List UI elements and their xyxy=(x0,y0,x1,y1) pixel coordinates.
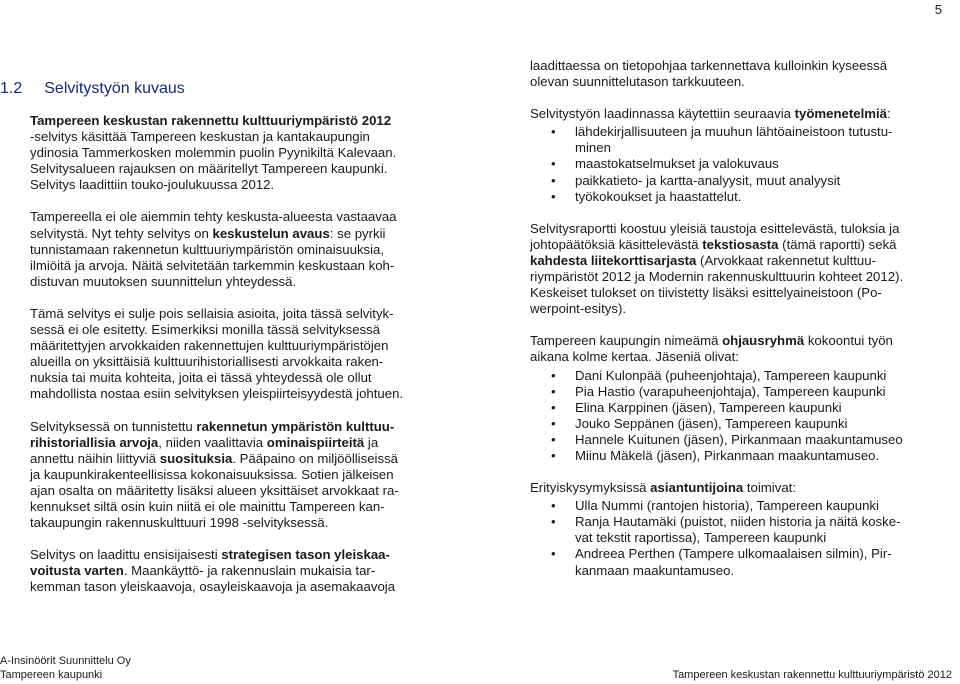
text: (tämä raportti) sekä xyxy=(778,236,897,252)
list-item: • Jouko Seppänen (jäsen), Tampereen kaupunki xyxy=(575,416,930,432)
paragraph-4 xyxy=(30,419,441,532)
list-item: • Andreea Perthen (Tampere ulkomaalaisen silmin), Pir- kanmaan maakuntamuseo. xyxy=(575,546,930,578)
text: . Maankäyttö- ja rakennuslain mukaisia tar- xyxy=(123,563,376,579)
text: (Arvokkaat rakennetut kulttuu- xyxy=(696,252,876,268)
paragraph-5 xyxy=(30,547,441,595)
list-item: • Hannele Kuitunen (jäsen), Pirkanmaan maakuntamuseo xyxy=(575,432,930,448)
bold-phrase: ominaispiirteitä xyxy=(266,434,365,450)
bold-phrase: rakennetun ympäristön kulttuu- xyxy=(196,418,395,434)
line: sessä ei ole esitetty. Esimerkiksi monilla tässä selvityksessä xyxy=(30,322,381,338)
bold-phrase: rihistoriallisia arvoja xyxy=(30,434,159,450)
line: takaupungin rakennuskulttuuri 1998 -selvityksessä. xyxy=(30,515,329,531)
line: mahdollista nostaa esiin selvityksen yleispiirteisyydestä johtuen. xyxy=(30,386,404,402)
text: : xyxy=(887,106,891,122)
line: Selvitysalueen rajauksen on määritellyt Tampereen kaupunki. xyxy=(30,161,388,177)
line: kemman tason yleiskaavoja, osayleiskaavoja ja asemakaavoja xyxy=(30,579,396,595)
line: ja kaupunkirakenteellisissa kokonaisuuksissa. Sotien jälkeisen xyxy=(30,466,394,482)
intro-paragraph xyxy=(30,113,441,129)
text: annettu näihin liittyviä xyxy=(30,450,160,466)
list-item: • Elina Karppinen (jäsen), Tampereen kaupunki xyxy=(575,400,930,416)
text: aikana kolme kertaa. Jäseniä olivat: xyxy=(530,349,739,365)
members-list xyxy=(530,368,930,465)
text: toimivat: xyxy=(743,480,796,496)
list-item: • lähdekirjallisuuteen ja muuhun lähtöaineistoon tutustu- minen xyxy=(575,124,930,156)
line: ydinosia Tammerkosken molemmin puolin Pyynikiltä Kalevaan. xyxy=(30,145,397,161)
bold-phrase: keskustelun avaus xyxy=(212,225,330,241)
line: määritettyjen arvokkaiden rakennettujen kulttuuriympäristöjen xyxy=(30,338,389,354)
footer-company: A-Insinöörit Suunnittelu Oy xyxy=(0,655,131,667)
paragraph-2 xyxy=(30,209,441,289)
list-item: • Pia Hastio (varapuheenjohtaja), Tampereen kaupunki xyxy=(575,384,930,400)
text: ja xyxy=(364,434,379,450)
text: Selvitystyön laadinnassa käytettiin seuraavia xyxy=(530,106,795,122)
section-title: Selvitystyön kuvaus xyxy=(44,80,185,97)
line: Tampereen keskustan rakennettu kulttuuriympäristö 2012 xyxy=(30,113,392,128)
bold-phrase: ohjausryhmä xyxy=(722,333,805,349)
line: tunnistamaan rakennetun kulttuuriympäristön ominaisuuksia, xyxy=(30,241,385,257)
line: Tämä selvitys ei sulje pois sellaisia asioita, joita tässä selvityk- xyxy=(30,305,394,321)
footer-left xyxy=(0,654,131,682)
section-heading xyxy=(0,80,185,98)
line: riympäristöt 2012 ja Modernin rakennuskulttuurin kohteet 2012). xyxy=(530,269,904,285)
line: kennukset siltä osin kuin niitä ei ole mainittu Tampereen kan- xyxy=(30,498,385,514)
text: Erityiskysymyksissä xyxy=(530,480,651,496)
text: Tampereen kaupungin nimeämä xyxy=(530,333,723,349)
line: Selvitys laadittiin touko-joulukuussa 2012. xyxy=(30,177,275,193)
line: distuvan muutoksen suunnittelun yhteydessä. xyxy=(30,273,297,289)
list-item: • työkokoukset ja haastattelut. xyxy=(575,189,930,205)
section-number: 1.2 xyxy=(0,80,23,97)
methods-intro xyxy=(530,106,930,122)
footer-right: Tampereen keskustan rakennettu kulttuuriympäristö 2012 xyxy=(672,669,952,681)
paragraph-report xyxy=(530,221,930,318)
text: johtopäätöksiä käsittelevästä xyxy=(530,236,703,252)
line: selvitystä. Nyt tehty selvitys on xyxy=(30,225,213,241)
line: laadittaessa on tietopohjaa tarkennettava kulloinkin kyseessä xyxy=(530,58,888,73)
paragraph-0 xyxy=(530,58,930,90)
paragraph-3 xyxy=(30,306,441,403)
bold-phrase: kahdesta liitekorttisarjasta xyxy=(530,252,697,268)
list-item: • Dani Kulonpää (puheenjohtaja), Tampereen kaupunki xyxy=(575,368,930,384)
line: ilmiöitä ja arvoja. Näitä selvitetään tarkemmin keskustaan koh- xyxy=(30,257,395,273)
line: -selvitys käsittää Tampereen keskustan ja kantakaupungin xyxy=(30,129,370,145)
text: . Pääpaino on miljöölliseissä xyxy=(232,450,398,466)
right-column xyxy=(530,58,930,579)
text: Selvitys on laadittu ensisijaisesti xyxy=(30,547,222,563)
text: Selvityksessä on tunnistettu xyxy=(30,418,197,434)
paragraph-steering xyxy=(530,333,930,365)
line: alueilla on yksittäisiä kulttuurihistoriallisesti arvokkaita raken- xyxy=(30,354,384,370)
methods-list xyxy=(530,124,930,204)
line: olevan suunnittelutason tarkkuuteen. xyxy=(530,74,745,90)
line: Tampereella ei ole aiemmin tehty keskusta-alueesta vastaavaa xyxy=(30,209,397,225)
left-column xyxy=(30,113,441,595)
experts-list xyxy=(530,498,930,578)
bold-phrase: työmenetelmiä xyxy=(794,106,887,122)
bold-phrase: strategisen tason yleiskaa- xyxy=(221,547,390,563)
line: werpoint-esitys). xyxy=(530,301,627,317)
text: , niiden vaalittavia xyxy=(158,434,267,450)
intro-rest xyxy=(30,129,441,193)
list-item: • Ulla Nummi (rantojen historia), Tampereen kaupunki xyxy=(575,498,930,514)
list-item: • Miinu Mäkelä (jäsen), Pirkanmaan maakuntamuseo. xyxy=(575,448,930,464)
paragraph-experts xyxy=(530,480,930,496)
footer-client: Tampereen kaupunki xyxy=(0,669,103,681)
page-number: 5 xyxy=(934,2,942,17)
list-item: • Ranja Hautamäki (puistot, niiden historia ja näitä koske- vat tekstit raportissa), Tampereen kaupunki xyxy=(575,514,930,546)
bold-phrase: asiantuntijoina xyxy=(650,480,744,496)
line: ajan osalta on määritetty lisäksi alueen yksittäiset arvokkaat ra- xyxy=(30,482,399,498)
bold-phrase: voitusta varten xyxy=(30,563,124,579)
list-item: • maastokatselmukset ja valokuvaus xyxy=(575,156,930,172)
line: Keskeiset tulokset on tiivistetty lisäksi esittelyaineistoon (Po- xyxy=(530,285,882,301)
bold-phrase: suosituksia xyxy=(159,450,233,466)
text: Selvitysraportti koostuu yleisiä taustoja esittelevästä, tuloksia ja xyxy=(530,220,900,236)
line: : se pyrkii xyxy=(329,225,386,241)
bold-phrase: tekstiosasta xyxy=(702,236,779,252)
list-item: • paikkatieto- ja kartta-analyysit, muut analyysit xyxy=(575,173,930,189)
text: kokoontui työn xyxy=(804,333,893,349)
line: nuksia tai muita kohteita, joita ei tässä yhteydessä ole ollut xyxy=(30,370,372,386)
